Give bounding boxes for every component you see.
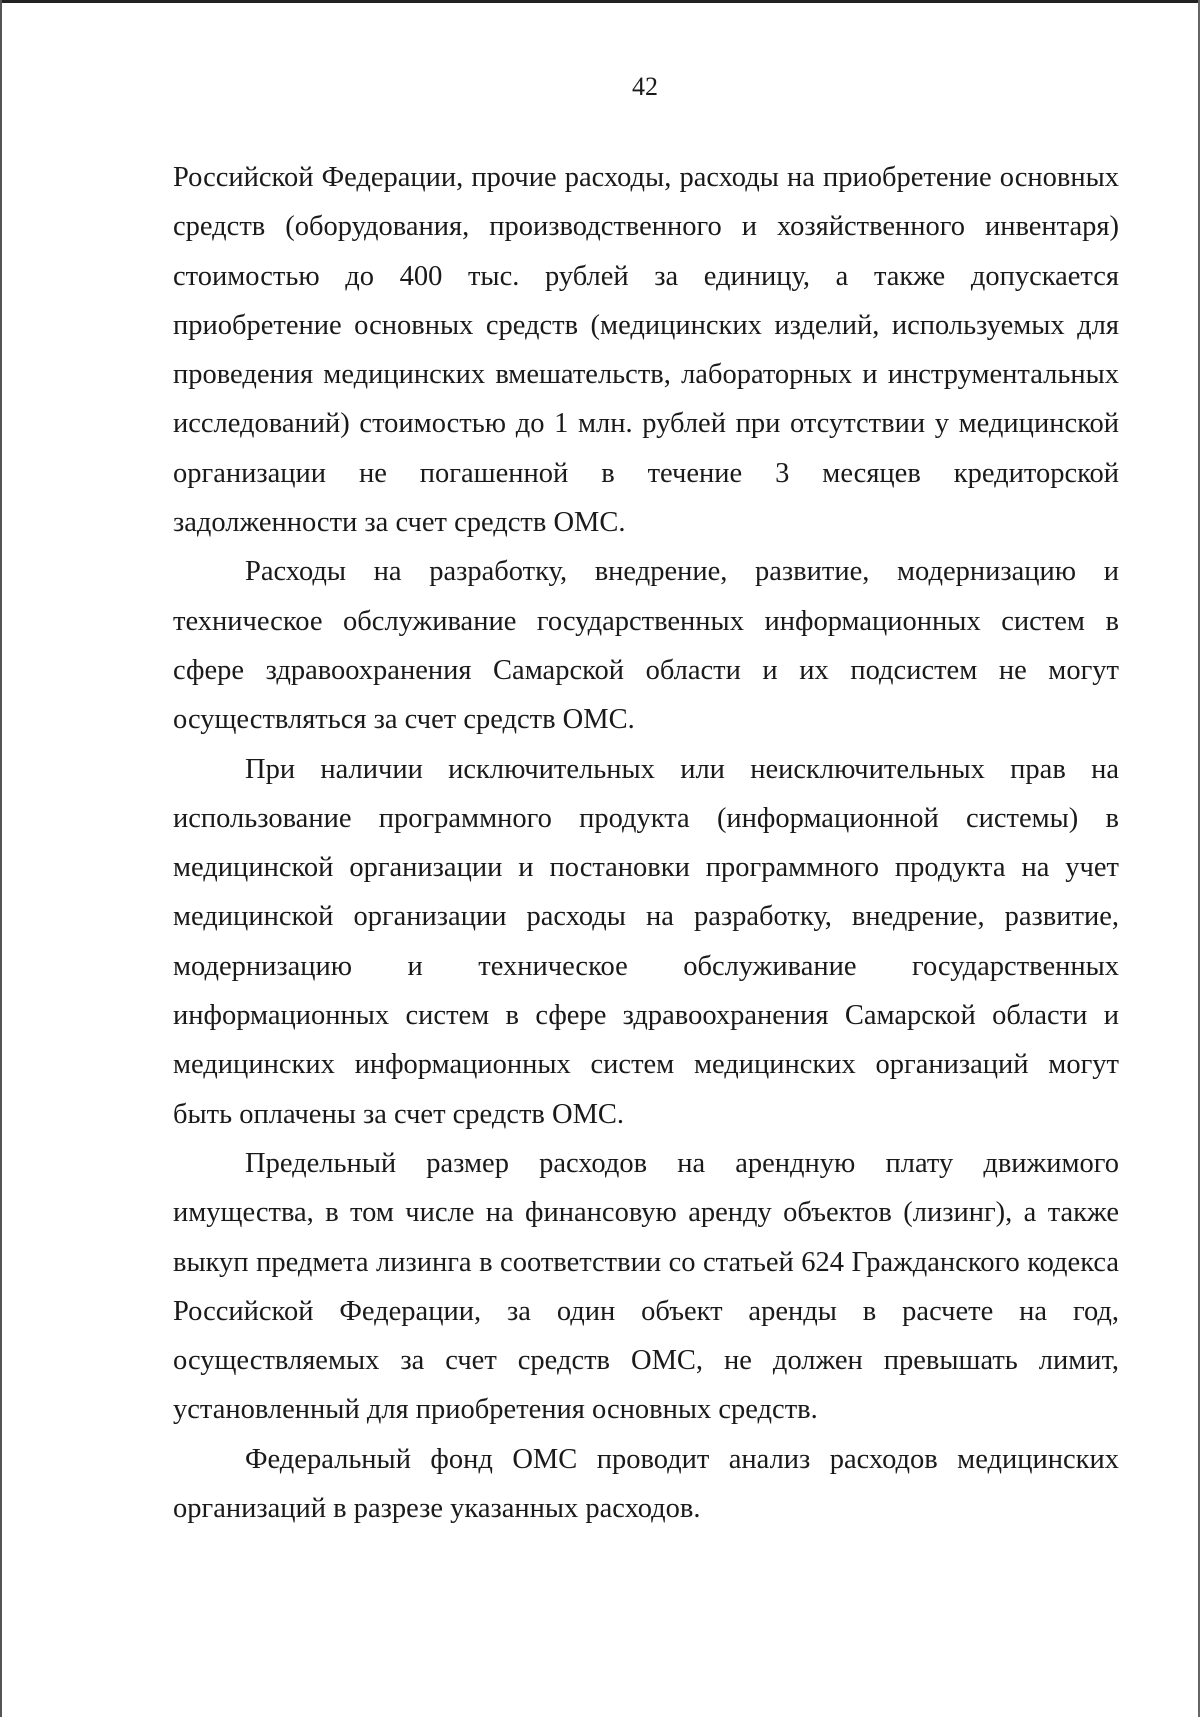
document-body <box>173 153 1119 1533</box>
scan-edge-left <box>0 0 2 1717</box>
scan-edge-top <box>0 0 1200 3</box>
paragraph-1: Российской Федерации, прочие расходы, расходы на приобретение основных средств (оборудования, производственного и хозяйственного инвентаря) стоимостью до 400 тыс. рублей за единицу, а также допускается приобретение основных средств (медицинских изделий, используемых для проведения медицинских вмешательств, лабораторных и инструментальных исследований) стоимостью до 1 млн. рублей при отсутствии у медицинской организации не погашенной в течение 3 месяцев кредиторской задолженности за счет средств ОМС. <box>173 162 1119 539</box>
paragraph-4: Предельный размер расходов на арендную плату движимого имущества, в том числе на финансовую аренду объектов (лизинг), а также выкуп предмета лизинга в соответствии со статьей 624 Гражданского кодекса Российской Федерации, за один объект аренды в расчете на год, осуществляемых за счет средств ОМС, не должен превышать лимит, установленный для приобретения основных средств. <box>173 1147 1119 1426</box>
page-number: 42 <box>632 72 658 101</box>
paragraph-2: Расходы на разработку, внедрение, развитие, модернизацию и техническое обслуживание государственных информационных систем в сфере здравоохранения Самарской области и их подсистем не могут осуществляться за счет средств ОМС. <box>173 556 1119 736</box>
paragraph-3: При наличии исключительных или неисключительных прав на использование программного продукта (информационной системы) в медицинской организации и постановки программного продукта на учет медицинской организации расходы на разработку, внедрение, развитие, модернизацию и техническое обслуживание государственных информационных систем в сфере здравоохранения Самарской области и медицинских информационных систем медицинских организаций могут быть оплачены за счет средств ОМС. <box>173 753 1119 1130</box>
paragraph-5: Федеральный фонд ОМС проводит анализ расходов медицинских организаций в разрезе указанных расходов. <box>173 1443 1119 1525</box>
